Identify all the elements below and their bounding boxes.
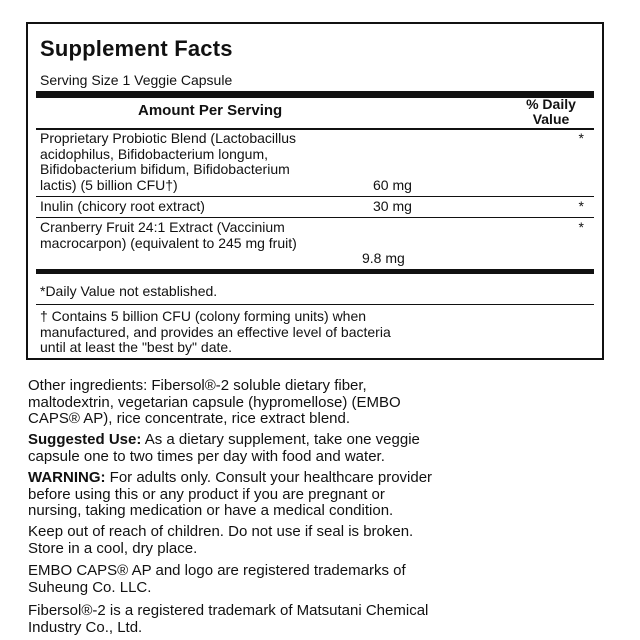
thick-divider [36,91,594,98]
warning-label: WARNING: [28,469,106,486]
header-dv-line: % Daily [526,96,576,112]
nutrient-daily-value: * [578,198,584,214]
text-line: maltodextrin, vegetarian capsule (hypromellose) (EMBO [28,393,401,411]
divider [36,217,594,218]
text-line: nursing, taking medication or have a medical condition. [28,502,394,519]
header-daily-value [516,97,586,127]
text-line: Fibersol®-2 is a registered trademark of Matsutani Chemical [28,602,429,619]
text-line: capsule one to two times per day with food and water. [28,447,385,465]
thick-divider [36,269,594,274]
nutrient-name-line: macrocarpon) (equivalent to 245 mg fruit) [40,234,297,251]
text-line: Store in a cool, dry place. [28,539,198,557]
text-line: before using this or any product if you are pregnant or [28,485,385,503]
divider [36,304,594,305]
text-line [28,432,618,449]
nutrient-name-line: lactis) (5 billion CFU†) [40,176,178,193]
nutrient-amount: 60 mg [373,176,412,193]
supplement-facts-panel [26,22,604,360]
nutrient-daily-value: * [578,130,584,146]
nutrient-name-line: acidophilus, Bifidobacterium longum, [40,145,269,162]
nutrient-amount: 30 mg [373,198,412,214]
nutrient-row-probiotic [40,131,296,193]
trademark-fibersol [28,603,618,636]
text-line: Keep out of reach of children. Do not use if seal is broken. [28,523,414,540]
warning [28,470,618,520]
text-line: Suheung Co. LLC. [28,578,152,596]
storage-instructions [28,524,618,557]
nutrient-name-line: Proprietary Probiotic Blend (Lactobacillus [40,130,297,146]
footnote-line: until at least the "best by" date. [40,339,233,355]
footnote-line: manufactured, and provides an effective level of bacteria [40,323,391,340]
divider [36,196,594,197]
trademark-embo [28,563,618,596]
text-line [28,470,618,487]
cfu-footnote [40,309,391,356]
footnote-line: † Contains 5 billion CFU (colony forming units) when [40,308,367,324]
panel-title: Supplement Facts [40,36,233,61]
nutrient-amount: 9.8 mg [362,250,405,266]
text-line: CAPS® AP), rice concentrate, rice extract blend. [28,410,351,427]
other-ingredients [28,378,618,428]
nutrient-row-inulin [40,199,205,215]
text-line: Other ingredients: Fibersol®-2 soluble dietary fiber, [28,377,367,394]
suggested-use [28,432,618,465]
suggested-use-label: Suggested Use: [28,431,142,448]
text-line: EMBO CAPS® AP and logo are registered trademarks of [28,562,406,579]
daily-value-note: *Daily Value not established. [40,283,218,299]
suggested-use-text: As a dietary supplement, take one veggie [141,431,420,448]
warning-text: For adults only. Consult your healthcare provider [105,469,433,486]
header-dv-line: Value [532,111,570,127]
nutrient-name-line: Bifidobacterium bifidum, Bifidobacterium [40,161,290,177]
nutrient-name-line: Inulin (chicory root extract) [40,198,205,214]
header-amount-per-serving: Amount Per Serving [138,102,283,119]
nutrient-name-line: Cranberry Fruit 24:1 Extract (Vaccinium [40,219,285,235]
serving-size: Serving Size 1 Veggie Capsule [40,72,233,88]
nutrient-daily-value: * [578,219,584,235]
text-line: Industry Co., Ltd. [28,618,143,636]
nutrient-row-cranberry [40,220,297,251]
